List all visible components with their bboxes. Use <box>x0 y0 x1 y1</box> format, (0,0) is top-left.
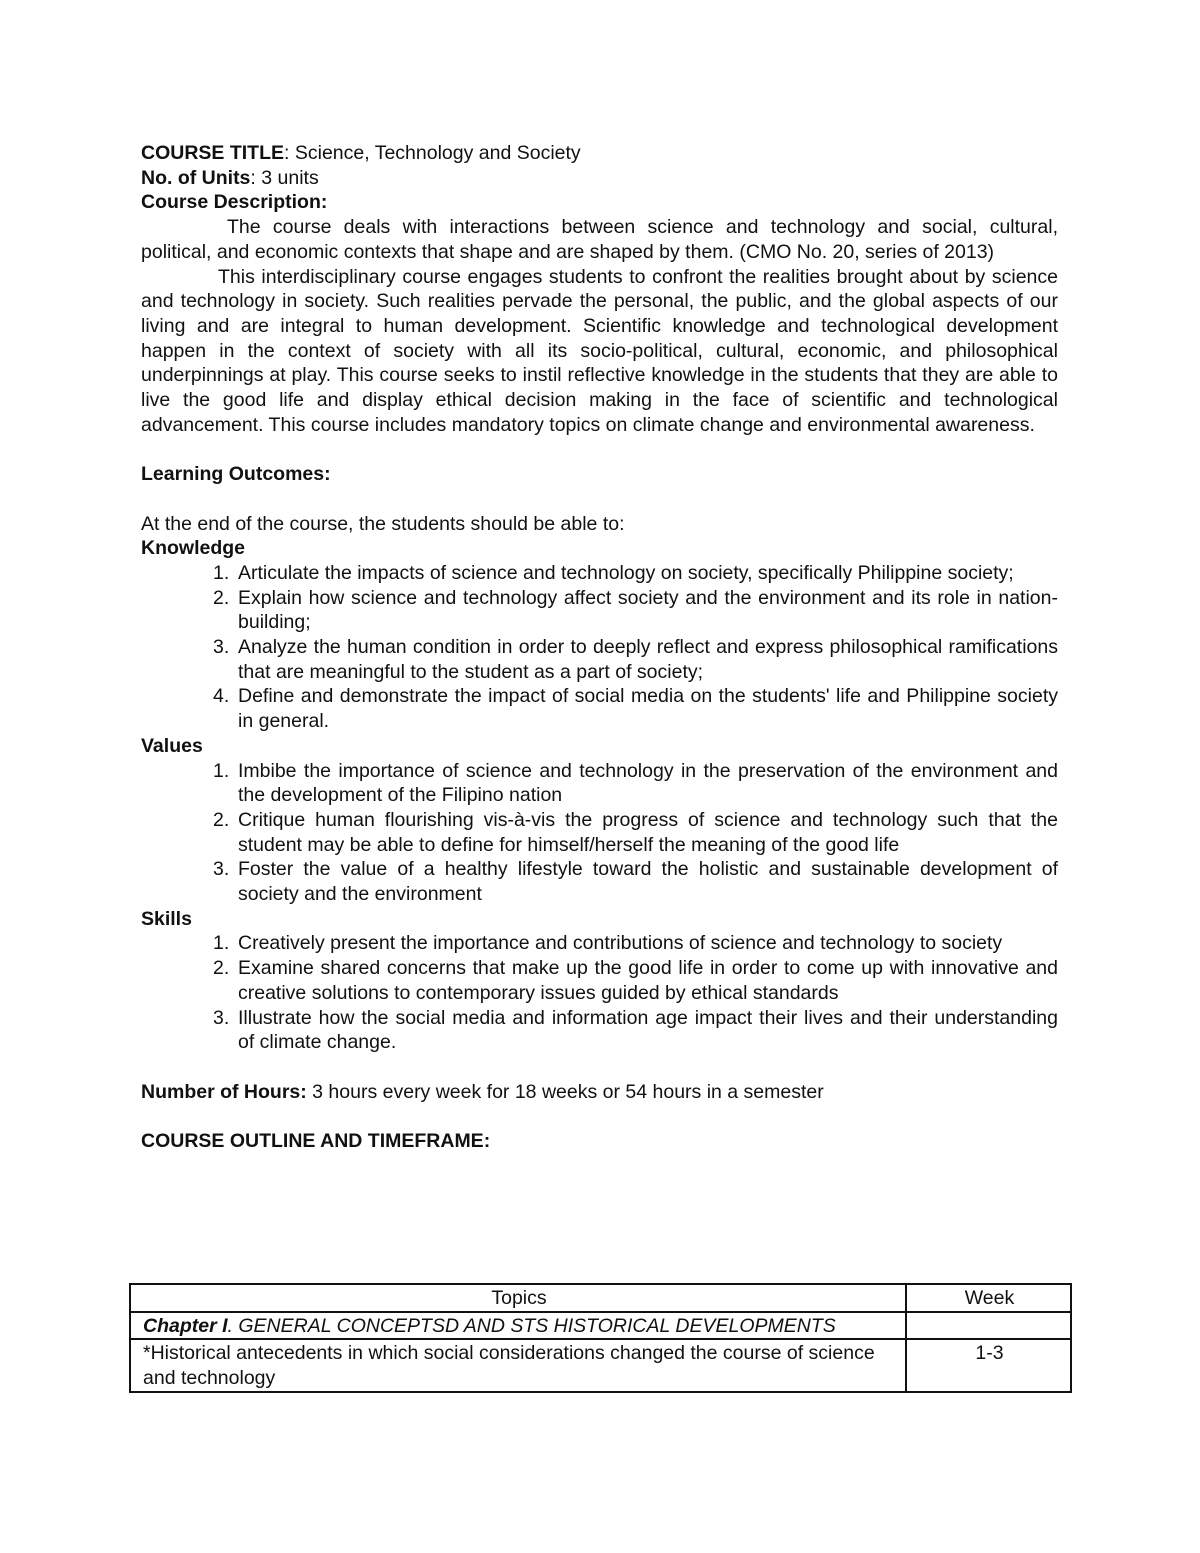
description-paragraph-1: The course deals with interactions between science and technology and social, cultural, political, and economic contexts that shape and are shaped by them. (CMO No. 20, series of 2013) <box>141 216 1058 263</box>
header-topics: Topics <box>130 1284 906 1312</box>
course-outline-table <box>129 1283 1072 1393</box>
hours-line <box>141 1080 1058 1105</box>
list-item: 1. Creatively present the importance and contributions of science and technology to society <box>213 932 1003 955</box>
knowledge-list <box>141 561 1058 734</box>
description-heading: Course Description: <box>141 191 328 214</box>
list-item: 4. Define and demonstrate the impact of social media on the students' life and Philippine society in general. <box>213 685 1058 733</box>
units-label: No. of Units <box>141 166 251 189</box>
list-item: 2. Explain how science and technology affect society and the environment and its role in nation-building; <box>213 586 1058 634</box>
list-item: 1. Imbibe the importance of science and technology in the preservation of the environment and the development of the Filipino nation <box>213 759 1058 807</box>
values-heading: Values <box>141 734 203 757</box>
skills-heading: Skills <box>141 907 192 930</box>
outcomes-intro: At the end of the course, the students should be able to: <box>141 512 625 535</box>
list-item: 3. Analyze the human condition in order to deeply reflect and express philosophical ramifications that are meaningful to the student as a part of society; <box>213 636 1058 683</box>
outline-heading: COURSE OUTLINE AND TIMEFRAME: <box>141 1130 491 1153</box>
document-body <box>141 141 1058 1154</box>
units-value: : 3 units <box>250 166 319 189</box>
values-list <box>141 759 1058 907</box>
units-line <box>141 166 1058 191</box>
list-item: 2. Examine shared concerns that make up the good life in order to come up with innovative and creative solutions to contemporary issues guided by ethical standards <box>213 957 1058 1004</box>
chapter-title-cell: Chapter I. GENERAL CONCEPTSD AND STS HISTORICAL DEVELOPMENTS <box>130 1312 906 1340</box>
spacer <box>141 1055 1058 1080</box>
topic-cell: *Historical antecedents in which social considerations changed the course of science and technology <box>130 1339 906 1391</box>
hours-value: 3 hours every week for 18 weeks or 54 hours in a semester <box>306 1080 824 1103</box>
table-row <box>130 1339 1071 1391</box>
skills-list <box>141 931 1058 1055</box>
course-title-line <box>141 141 1058 166</box>
hours-label: Number of Hours: <box>141 1080 307 1103</box>
description-paragraph-2: This interdisciplinary course engages students to confront the realities brought about by science and technology in society. Such realities pervade the personal, the public, and the global aspects of our living and are integral to human development. Scientific knowledge and technological development happen in the context of society with all its socio-political, cultural, economic, and philosophical underpinnings at play. This course seeks to instil reflective knowledge in the students that they are able to live the good life and display ethical decision making in the face of scientific and technological advancement. This course includes mandatory topics on climate change and environmental awareness. <box>141 265 1058 436</box>
table-row <box>130 1312 1071 1340</box>
header-week: Week <box>906 1284 1071 1312</box>
knowledge-heading: Knowledge <box>141 537 246 560</box>
course-title-value: : Science, Technology and Society <box>284 142 581 164</box>
table-header-row <box>130 1284 1071 1312</box>
list-item: 1. Articulate the impacts of science and technology on society, specifically Philippine society; <box>213 561 1014 584</box>
spacer <box>141 1104 1058 1129</box>
spacer <box>141 487 1058 512</box>
spacer <box>141 437 1058 462</box>
week-cell <box>906 1312 1071 1340</box>
course-title-label: COURSE TITLE <box>141 142 285 164</box>
learning-outcomes-heading: Learning Outcomes: <box>141 463 331 486</box>
week-cell: 1-3 <box>906 1339 1071 1391</box>
list-item: 3. Illustrate how the social media and information age impact their lives and their understanding of climate change. <box>213 1006 1058 1054</box>
list-item: 2. Critique human flourishing vis-à-vis the progress of science and technology such that the student may be able to define for himself/herself the meaning of the good life <box>213 808 1058 856</box>
list-item: 3. Foster the value of a healthy lifestyle toward the holistic and sustainable development of society and the environment <box>213 858 1058 906</box>
